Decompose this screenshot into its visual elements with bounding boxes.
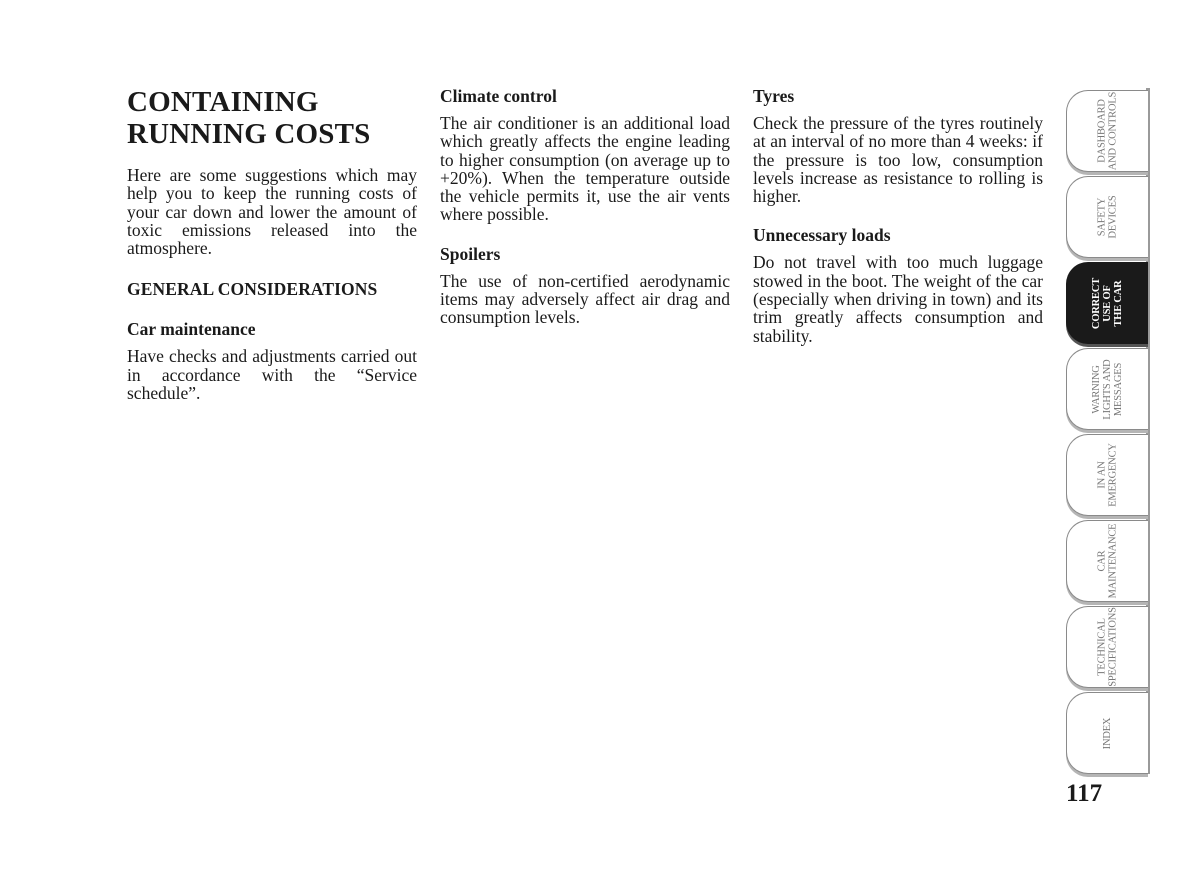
tab-safety-devices[interactable]	[1066, 176, 1148, 258]
unnecessary-loads-text: Do not travel with too much luggage stowed in the boot. The weight of the car (especially when driving in town) and its trim greatly affects consumption and stability.	[753, 252, 1043, 346]
tab-label: CAR MAINTENANCE	[1096, 523, 1119, 599]
column-right	[753, 86, 1043, 345]
tab-warning-lights-and-messages[interactable]	[1066, 348, 1148, 430]
tab-label: DASHBOARD AND CONTROLS	[1096, 91, 1119, 171]
car-maintenance-heading: Car maintenance	[127, 319, 256, 340]
page-title	[127, 86, 417, 150]
column-left	[127, 86, 417, 402]
page-number: 117	[1066, 780, 1103, 807]
climate-control-text: The air conditioner is an additional load which greatly affects the engine leading to higher consumption (on average up to +20%). When the temperature outside the vehicle permits it, use the air vents where possible.	[440, 113, 730, 225]
spoilers-heading: Spoilers	[440, 243, 501, 264]
page-title-line-2: RUNNING COSTS	[127, 118, 371, 150]
tab-label: CORRECT USE OF THE CAR	[1091, 277, 1124, 329]
intro-paragraph: Here are some suggestions which may help you to keep the running costs of your car down and lower the amount of toxic emissions released into the atmosphere.	[127, 165, 417, 259]
tab-label: WARNING LIGHTS AND MESSAGES	[1091, 358, 1124, 420]
tab-correct-use-of-the-car[interactable]	[1066, 262, 1148, 344]
column-middle	[440, 86, 730, 327]
spoilers-text: The use of non-certified aerodynamic items may adversely affect air drag and consumption levels.	[440, 270, 730, 328]
car-maintenance-text: Have checks and adjustments carried out in accordance with the “Service schedule”.	[127, 346, 417, 404]
tab-dashboard-and-controls[interactable]	[1066, 90, 1148, 172]
tab-label: INDEX	[1102, 717, 1113, 749]
tyres-heading: Tyres	[753, 86, 795, 106]
tab-label: SAFETY DEVICES	[1096, 195, 1119, 239]
tyres-text: Check the pressure of the tyres routinely at an interval of no more than 4 weeks: if the pressure is too low, consumption levels increase as resistance to rolling is higher.	[753, 113, 1043, 207]
tab-index[interactable]	[1066, 692, 1148, 774]
tab-in-an-emergency[interactable]	[1066, 434, 1148, 516]
tab-technical-specifications[interactable]	[1066, 606, 1148, 688]
tab-car-maintenance[interactable]	[1066, 520, 1148, 602]
page-title-line-1: CONTAINING	[127, 86, 319, 118]
general-considerations-heading: GENERAL CONSIDERATIONS	[127, 279, 378, 300]
tab-label: TECHNICAL SPECIFICATIONS	[1096, 607, 1119, 687]
climate-control-heading: Climate control	[440, 86, 557, 106]
unnecessary-loads-heading: Unnecessary loads	[753, 225, 891, 246]
tab-label: IN AN EMERGENCY	[1096, 443, 1119, 507]
chapter-tab-index	[1066, 90, 1150, 774]
